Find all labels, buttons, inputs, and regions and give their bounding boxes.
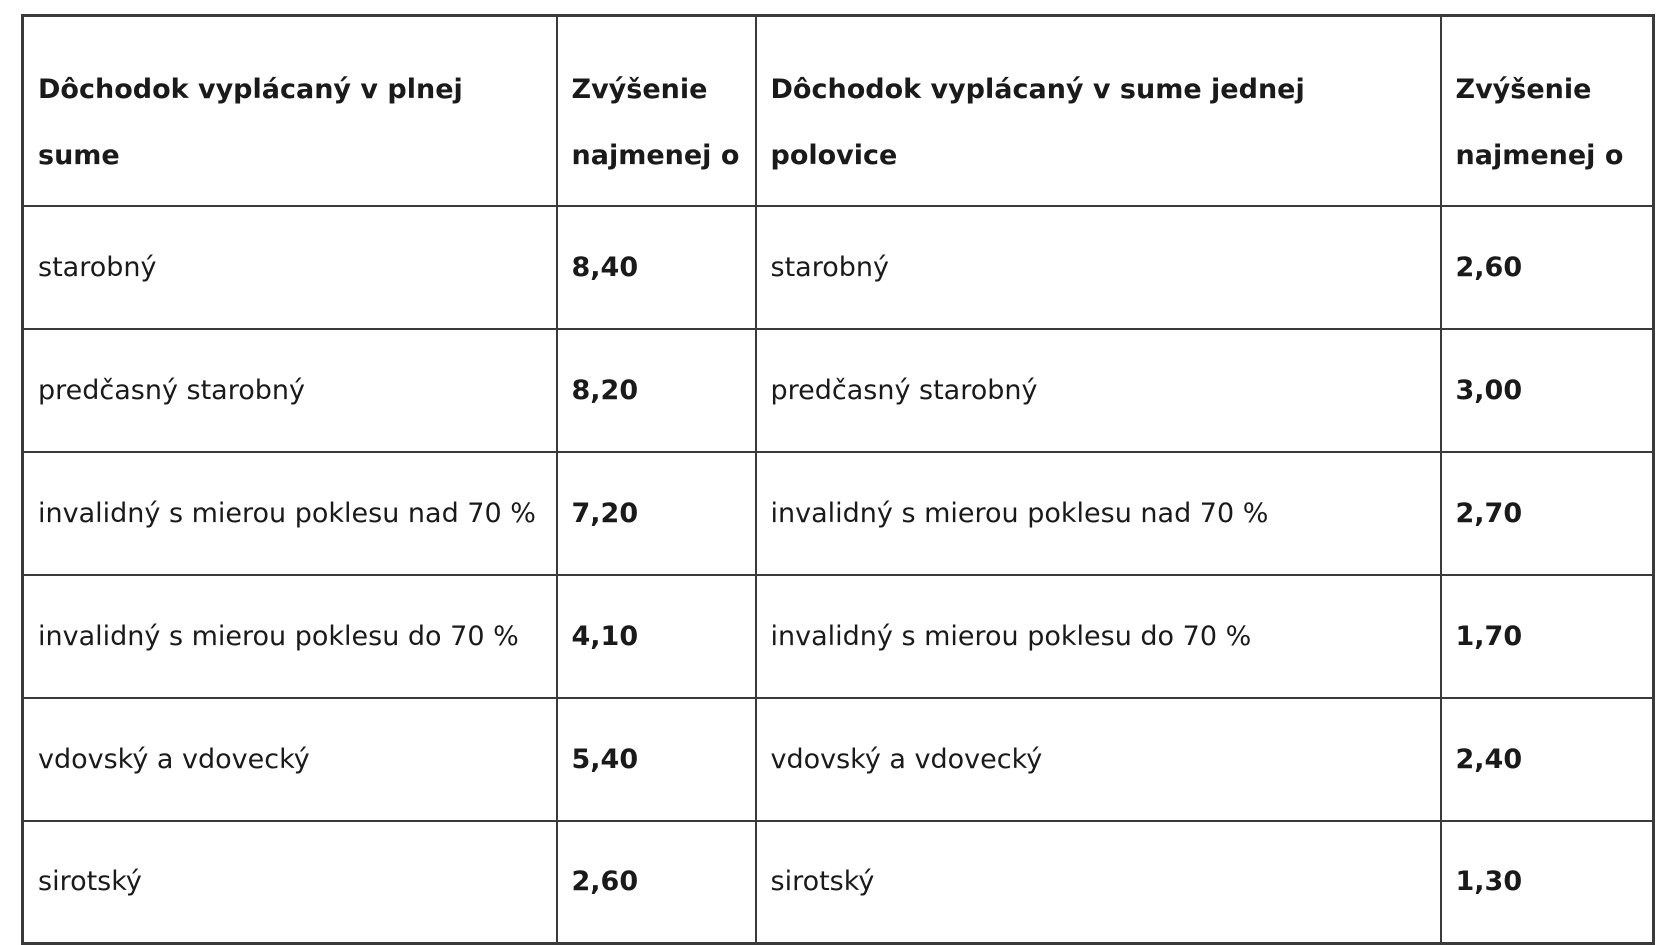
cell-half-increase: 1,70	[1441, 575, 1654, 698]
cell-half-increase: 2,40	[1441, 698, 1654, 821]
table-header	[23, 16, 1654, 206]
table-row	[23, 821, 1654, 944]
cell-half-pension-type: predčasný starobný	[756, 329, 1441, 452]
cell-full-pension-type: predčasný starobný	[23, 329, 557, 452]
cell-full-increase: 2,60	[557, 821, 756, 944]
header-full-pension-type: Dôchodok vyplácaný v plnej sume	[23, 16, 557, 206]
cell-full-increase: 8,20	[557, 329, 756, 452]
cell-half-increase: 1,30	[1441, 821, 1654, 944]
cell-half-pension-type: invalidný s mierou poklesu do 70 %	[756, 575, 1441, 698]
cell-full-pension-type: sirotský	[23, 821, 557, 944]
header-row	[23, 16, 1654, 206]
cell-full-pension-type: invalidný s mierou poklesu nad 70 %	[23, 452, 557, 575]
pension-increase-table-container	[21, 14, 1652, 945]
header-half-increase: Zvýšenie najmenej o	[1441, 16, 1654, 206]
cell-half-pension-type: starobný	[756, 206, 1441, 329]
header-full-increase: Zvýšenie najmenej o	[557, 16, 756, 206]
table-row	[23, 452, 1654, 575]
table-row	[23, 329, 1654, 452]
cell-half-increase: 2,70	[1441, 452, 1654, 575]
cell-half-pension-type: vdovský a vdovecký	[756, 698, 1441, 821]
table-body	[23, 206, 1654, 944]
cell-full-increase: 7,20	[557, 452, 756, 575]
cell-full-increase: 4,10	[557, 575, 756, 698]
table-row	[23, 575, 1654, 698]
cell-full-pension-type: starobný	[23, 206, 557, 329]
cell-full-increase: 8,40	[557, 206, 756, 329]
cell-half-pension-type: sirotský	[756, 821, 1441, 944]
cell-half-pension-type: invalidný s mierou poklesu nad 70 %	[756, 452, 1441, 575]
pension-increase-table	[21, 14, 1655, 945]
cell-half-increase: 3,00	[1441, 329, 1654, 452]
table-row	[23, 698, 1654, 821]
cell-full-pension-type: vdovský a vdovecký	[23, 698, 557, 821]
cell-full-increase: 5,40	[557, 698, 756, 821]
header-half-pension-type: Dôchodok vyplácaný v sume jednej polovice	[756, 16, 1441, 206]
cell-half-increase: 2,60	[1441, 206, 1654, 329]
table-row	[23, 206, 1654, 329]
cell-full-pension-type: invalidný s mierou poklesu do 70 %	[23, 575, 557, 698]
